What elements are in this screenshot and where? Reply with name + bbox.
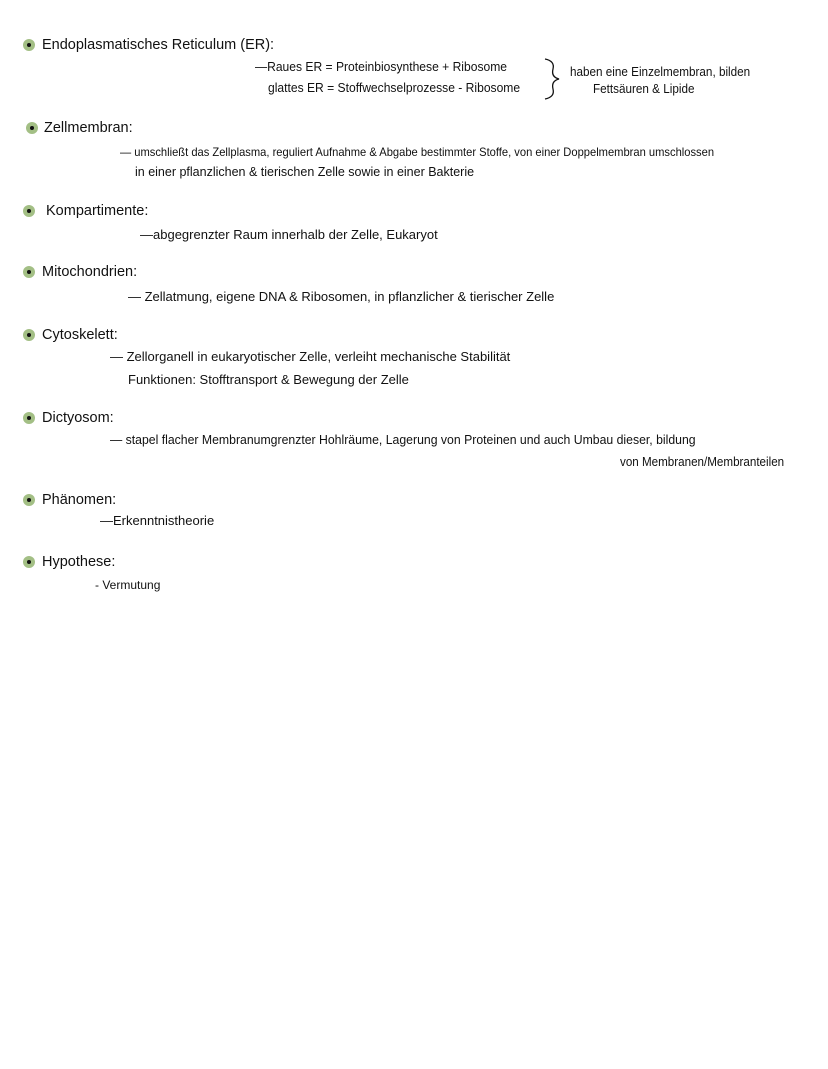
note-line: in einer pflanzlichen & tierischen Zelle sowie in einer Bakterie <box>135 165 475 179</box>
bullet-icon <box>23 556 35 568</box>
bullet-icon <box>23 494 35 506</box>
bullet-icon <box>23 412 35 424</box>
note-line: —Raues ER = Proteinbiosynthese + Ribosome <box>255 59 508 74</box>
bullet-icon <box>26 122 38 134</box>
bullet-icon <box>23 205 35 217</box>
note-line: - Vermutung <box>95 578 161 592</box>
section-title: Kompartimente: <box>46 203 149 219</box>
note-line: Funktionen: Stofftransport & Bewegung der Zelle <box>128 372 409 387</box>
note-line: — umschließt das Zellplasma, reguliert Aufnahme & Abgabe bestimmter Stoffe, von einer Doppelmembran umschlossen <box>120 145 715 159</box>
note-line: von Membranen/Membranteilen <box>620 455 785 469</box>
section-title: Phänomen: <box>42 492 117 508</box>
bullet-icon <box>23 266 35 278</box>
note-line: — Zellatmung, eigene DNA & Ribosomen, in pflanzlicher & tierischer Zelle <box>128 289 555 304</box>
note-line: —Erkenntnistheorie <box>100 513 215 528</box>
note-line: Fettsäuren & Lipide <box>593 81 695 96</box>
bullet-icon <box>23 329 35 341</box>
section-title: Cytoskelett: <box>42 327 118 343</box>
section-title: Mitochondrien: <box>42 264 138 280</box>
section-title: Dictyosom: <box>42 410 114 426</box>
note-line: — stapel flacher Membranumgrenzter Hohlräume, Lagerung von Proteinen und auch Umbau dieser, bildung <box>110 433 696 447</box>
note-line: glattes ER = Stoffwechselprozesse - Ribosome <box>268 80 521 95</box>
section-title: Zellmembran: <box>44 120 133 136</box>
note-line: —abgegrenzter Raum innerhalb der Zelle, Eukaryot <box>140 227 438 242</box>
bullet-icon <box>23 39 35 51</box>
brace-icon <box>543 57 561 101</box>
section-title: Hypothese: <box>42 554 116 570</box>
note-line: — Zellorganell in eukaryotischer Zelle, verleiht mechanische Stabilität <box>110 349 511 364</box>
section-title: Endoplasmatisches Reticulum (ER): <box>42 37 275 53</box>
note-line: haben eine Einzelmembran, bilden <box>570 64 751 79</box>
